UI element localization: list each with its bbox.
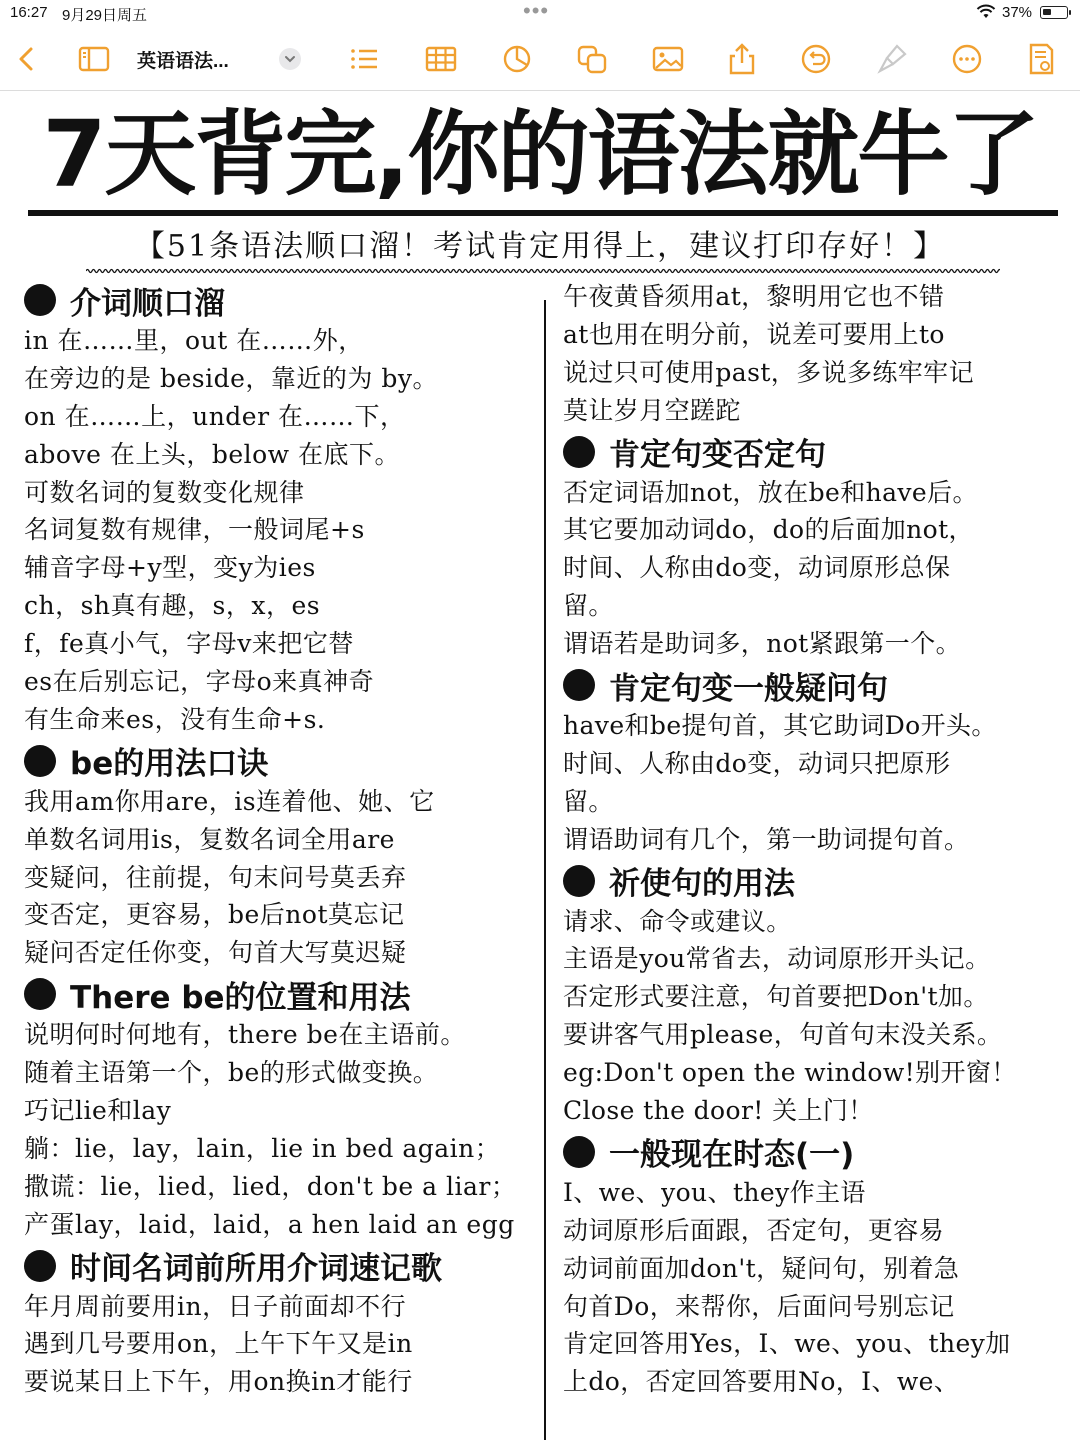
page-title: 7天背完,你的语法就牛了: [42, 101, 1038, 208]
bullet-icon: [24, 745, 56, 777]
shapes-icon[interactable]: [575, 42, 609, 76]
text-line: 时间、人称由do变，动词只把原形: [563, 748, 951, 778]
text-line: 在旁边的是 beside，靠近的为 by。: [24, 363, 438, 393]
undo-icon[interactable]: [799, 42, 833, 76]
status-time: 16:27: [10, 4, 48, 21]
left-column: [24, 278, 534, 1401]
wifi-icon: [976, 4, 996, 20]
section-heading: 祈使句的用法: [563, 861, 1063, 901]
text-line: 可数名词的复数变化规律: [24, 477, 305, 507]
text-line: 留。: [563, 786, 614, 816]
text-line: 否定形式要注意，句首要把Don't加。: [563, 982, 989, 1012]
battery-percent: 37%: [1002, 4, 1033, 21]
text-line: 巧记lie和lay: [24, 1096, 172, 1126]
section-heading: be的用法口诀: [24, 741, 534, 781]
text-line: 变否定，更容易，be后not莫忘记: [24, 900, 405, 930]
page-subtitle: 【51条语法顺口溜！考试肯定用得上，建议打印存好！】: [134, 229, 946, 264]
text-line: 要讲客气用please，句首句末没关系。: [563, 1020, 1003, 1050]
section-heading: There be的位置和用法: [24, 974, 534, 1014]
text-line: 留。: [563, 591, 614, 621]
text-line: 说明何时何地有，there be在主语前。: [24, 1020, 466, 1050]
text-line: 随着主语第一个，be的形式做变换。: [24, 1058, 439, 1088]
text-line: 疑问否定任你变，句首大写莫迟疑: [24, 938, 407, 968]
text-line: 上do，否定回答要用No，I、we、: [563, 1367, 960, 1397]
battery-icon: [1040, 6, 1068, 19]
document-title[interactable]: 英语语法...: [137, 51, 229, 72]
text-line: 动词前面加don't，疑问句，别着急: [563, 1253, 960, 1283]
table-icon[interactable]: [424, 42, 458, 76]
text-line: 请求、命令或建议。: [563, 906, 792, 936]
text-line: 午夜黄昏须用at，黎明用它也不错: [563, 282, 945, 311]
section-heading: 肯定句变一般疑问句: [563, 665, 1063, 705]
text-line: es在后别忘记，字母o来真神奇: [24, 667, 375, 697]
text-line: 要说某日上下午，用on换in才能行: [24, 1367, 413, 1397]
text-line: have和be提句首，其它助词Do开头。: [563, 711, 997, 741]
text-line: 名词复数有规律，一般词尾+s: [24, 515, 365, 545]
text-line: f，fe真小气，字母v来把它替: [24, 629, 354, 659]
text-line: I、we、you、they作主语: [563, 1177, 866, 1207]
text-line: 有生命来es，没有生命+s.: [24, 704, 326, 734]
text-line: 产蛋lay，laid，laid，a hen laid an egg: [24, 1209, 515, 1239]
text-line: 肯定回答用Yes，I、we、you、they加: [563, 1329, 1011, 1359]
text-line: 句首Do，来帮你，后面问号别忘记: [563, 1291, 955, 1321]
status-date: 9月29日周五: [62, 7, 148, 24]
text-line: 主语是you常省去，动词原形开头记。: [563, 944, 991, 974]
bullet-icon: [563, 1136, 595, 1168]
chevron-down-icon[interactable]: [279, 48, 301, 70]
text-line: 谓语助词有几个，第一助词提句首。: [563, 824, 970, 854]
text-line: 说过只可使用past，多说多练牢牢记: [563, 357, 974, 387]
text-line: 我用am你用are，is连着他、她、它: [24, 786, 435, 816]
multitasking-dots-icon[interactable]: •••: [523, 0, 550, 23]
text-line: 变疑问，往前提，句末问号莫丢弃: [24, 862, 407, 892]
text-line: in 在……里，out 在……外，: [24, 326, 364, 355]
column-divider: [544, 300, 546, 1440]
section-heading: 介词顺口溜: [24, 280, 534, 320]
title-rule: [28, 210, 1058, 216]
text-line: 遇到几号要用on，上午下午又是in: [24, 1329, 413, 1359]
sidebar-icon[interactable]: [77, 42, 111, 76]
text-line: 否定词语加not，放在be和have后。: [563, 477, 978, 507]
bullet-icon: [24, 1250, 56, 1282]
document-view-icon[interactable]: [1024, 42, 1058, 76]
text-line: at也用在明分前，说差可要用上to: [563, 319, 945, 349]
section-heading: 时间名词前所用介词速记歌: [24, 1246, 534, 1286]
text-line: 躺：lie，lay，lain，lie in bed again；: [24, 1133, 501, 1163]
section-heading: 肯定句变否定句: [563, 432, 1063, 472]
back-chevron-icon[interactable]: [10, 42, 44, 76]
media-icon[interactable]: [651, 42, 685, 76]
wavy-underline: [86, 267, 1000, 275]
text-line: above 在上头，below 在底下。: [24, 439, 401, 469]
text-line: Close the door! 关上门！: [563, 1096, 874, 1126]
text-line: eg:Don't open the window!别开窗！: [563, 1058, 1017, 1088]
bullet-icon: [24, 978, 56, 1010]
format-brush-icon[interactable]: [875, 42, 909, 76]
text-line: 其它要加动词do，do的后面加not，: [563, 515, 974, 545]
bullet-icon: [563, 669, 595, 701]
text-line: 动词原形后面跟，否定句，更容易: [563, 1215, 945, 1245]
bullet-icon: [563, 865, 595, 897]
text-line: 莫让岁月空蹉跎: [563, 395, 741, 425]
toolbar-divider: [0, 90, 1080, 91]
text-line: ch，sh真有趣，s，x，es: [24, 591, 321, 621]
text-line: 撒谎：lie，lied，lied，don't be a liar；: [24, 1171, 517, 1201]
toolbar: [0, 28, 1080, 90]
section-heading: 一般现在时态(一): [563, 1132, 1063, 1172]
text-line: on 在……上，under 在……下，: [24, 401, 406, 431]
text-line: 谓语若是助词多，not紧跟第一个。: [563, 629, 961, 659]
bullet-icon: [24, 284, 56, 316]
bullet-icon: [563, 436, 595, 468]
text-line: 辅音字母+y型，变y为ies: [24, 553, 316, 583]
text-line: 年月周前要用in，日子前面却不行: [24, 1291, 407, 1321]
text-line: 单数名词用is，复数名词全用are: [24, 824, 395, 854]
list-icon[interactable]: [347, 42, 381, 76]
text-line: 时间、人称由do变，动词原形总保: [563, 553, 951, 583]
chart-icon[interactable]: [500, 42, 534, 76]
share-icon[interactable]: [725, 42, 759, 76]
status-bar: [0, 0, 1080, 26]
more-icon[interactable]: [950, 42, 984, 76]
right-column: [563, 278, 1063, 1401]
